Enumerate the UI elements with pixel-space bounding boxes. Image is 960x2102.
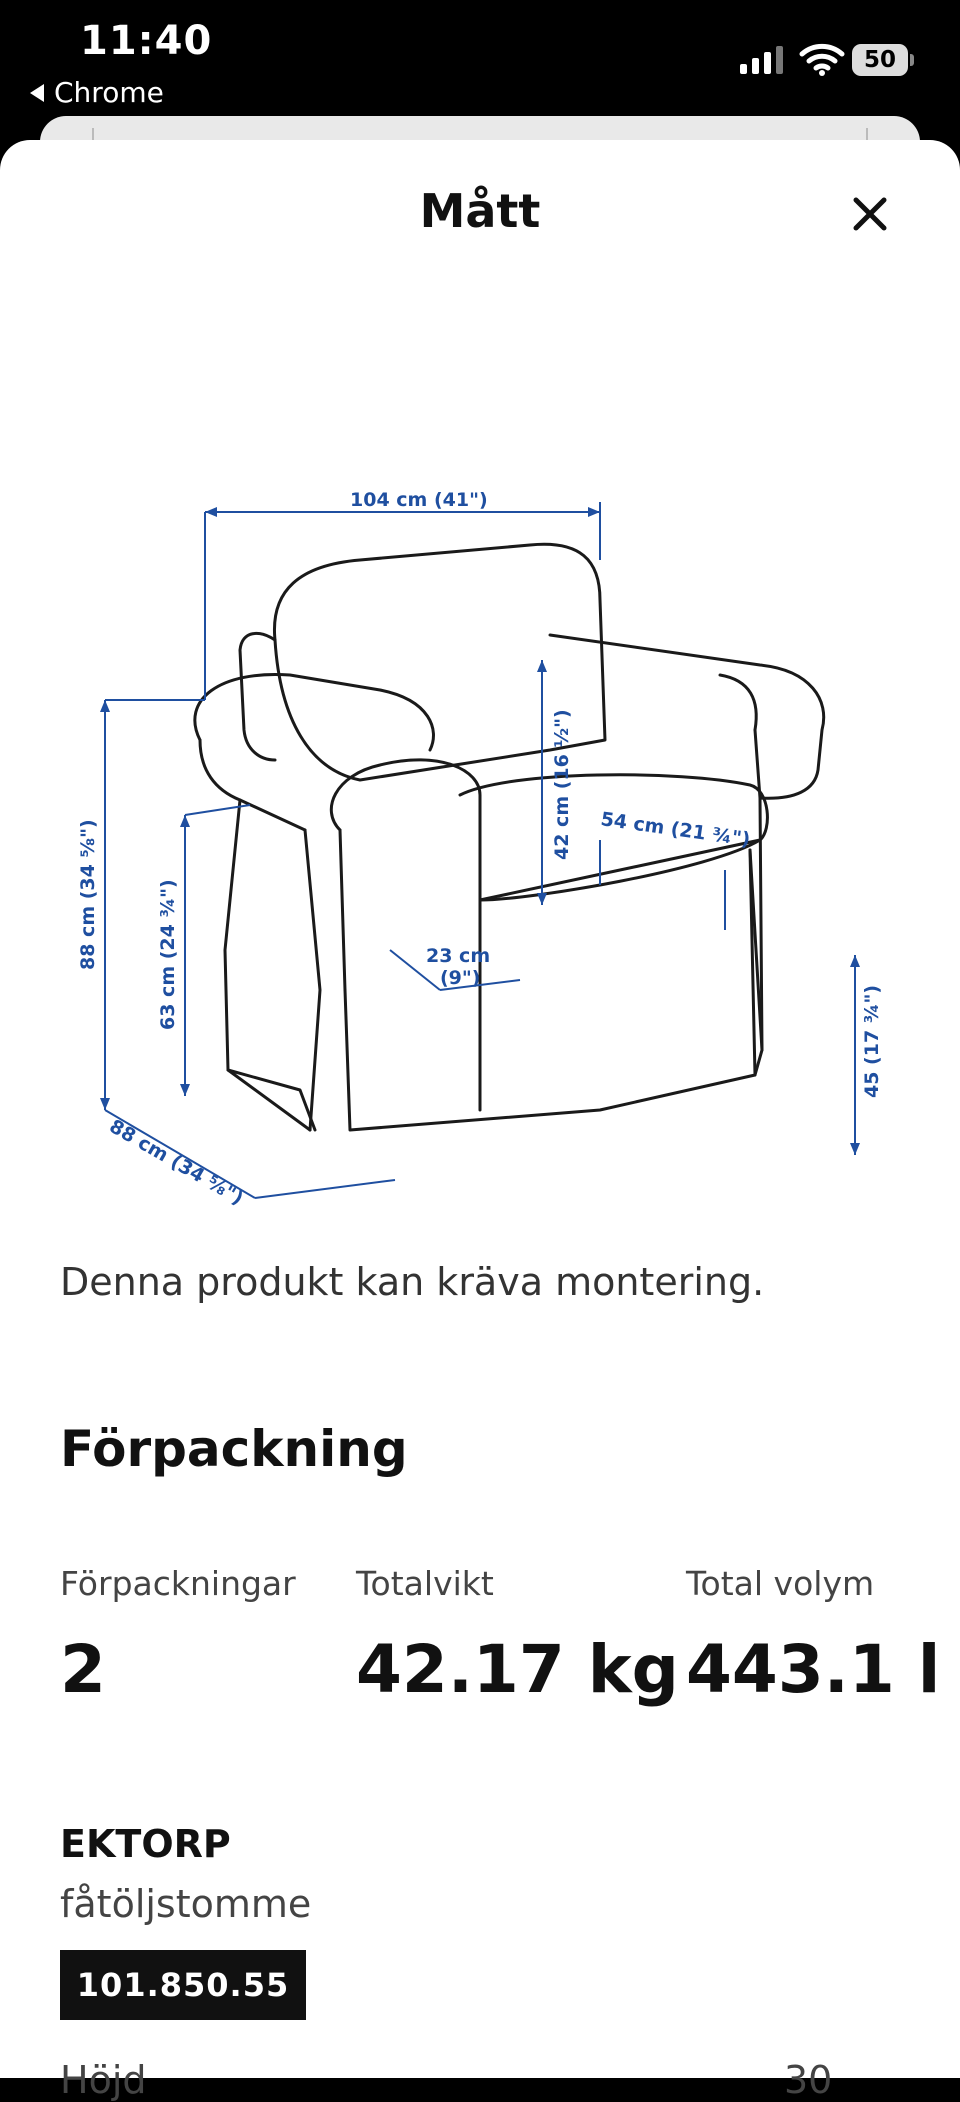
product-name: EKTORP: [60, 1822, 231, 1866]
arm-width-label: 23 cm: [426, 945, 491, 967]
armchair-dimension-diagram: [60, 430, 883, 1210]
packaging-title: Förpackning: [60, 1420, 408, 1478]
height-label: 88 cm (34 ⅝"): [77, 819, 99, 970]
status-time: 11:40: [80, 18, 213, 64]
package-spec-label: Höjd: [60, 2058, 147, 2102]
close-button[interactable]: [842, 186, 898, 242]
stat-value: 443.1 l: [686, 1631, 941, 1708]
width-label: 104 cm (41"): [350, 489, 488, 511]
product-type: fåtöljstomme: [60, 1882, 312, 1926]
sheet-title: Mått: [419, 184, 541, 238]
battery-icon: [852, 44, 908, 76]
depth-label: 88 cm (34 ⅝"): [105, 1115, 248, 1210]
seat-depth-label: 54 cm (21 ¾"): [599, 808, 752, 851]
back-app-label: Chrome: [54, 76, 164, 109]
cellular-signal-icon: [740, 44, 783, 74]
stat-total-weight: [356, 1564, 679, 1708]
article-number-badge: 101.850.55: [60, 1950, 306, 2020]
stat-value: 42.17 kg: [356, 1631, 679, 1708]
close-icon: [842, 186, 898, 242]
back-to-app-link[interactable]: [30, 76, 164, 109]
seat-height-label: 45 (17 ¾"): [861, 984, 883, 1098]
stat-total-volume: [686, 1564, 940, 1708]
stat-label: Totalvikt: [356, 1564, 494, 1603]
back-height-label: 42 cm (16 ½"): [551, 709, 573, 860]
stat-label: Förpackningar: [60, 1564, 296, 1603]
back-triangle-icon: [30, 84, 44, 102]
arm-width-inch-label: (9"): [440, 967, 481, 989]
package-spec-value: 30: [784, 2058, 833, 2102]
arm-height-label: 63 cm (24 ¾"): [157, 879, 179, 1030]
stat-packages: [60, 1564, 296, 1708]
assembly-note: Denna produkt kan kräva montering.: [60, 1260, 765, 1304]
stat-label: Total volym: [686, 1564, 875, 1603]
dimensions-sheet: [0, 140, 960, 2102]
battery-level: 50: [863, 47, 896, 73]
stat-value: 2: [60, 1631, 106, 1708]
wifi-icon: [800, 42, 844, 76]
